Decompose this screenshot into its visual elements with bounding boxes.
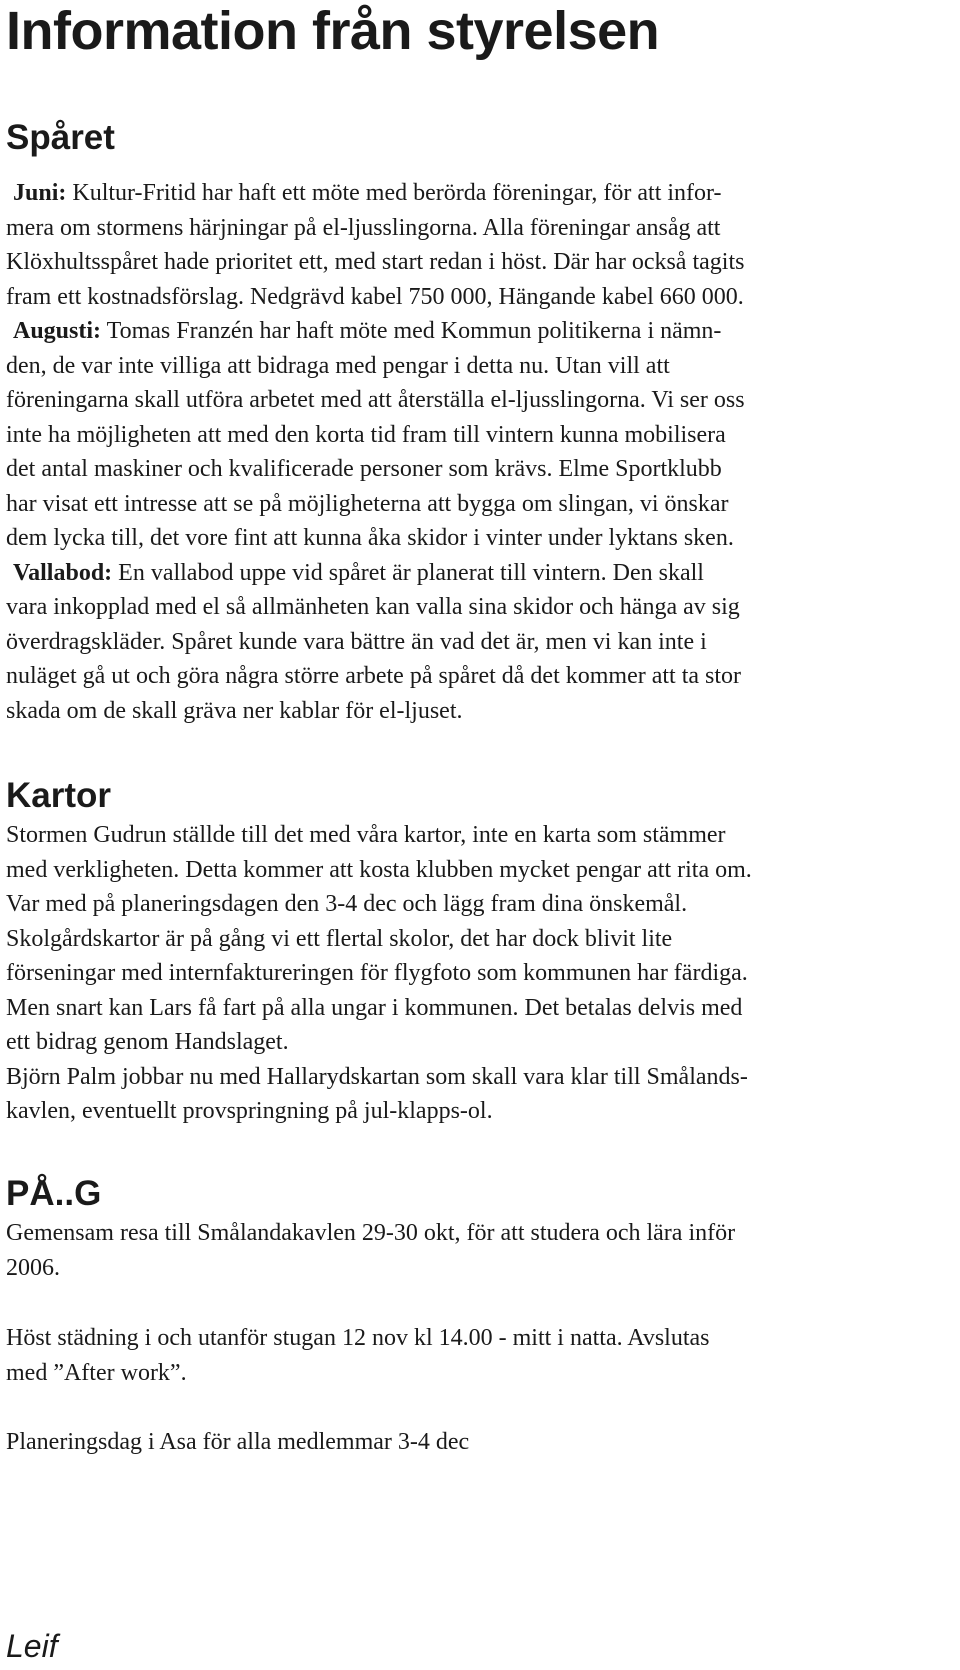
vallabod-label: Vallabod: (13, 559, 113, 586)
text-line: ett bidrag genom Handslaget. (6, 1029, 289, 1055)
text-line: nuläget gå ut och göra några större arbete på spåret då det kommer att ta stor (6, 663, 742, 689)
kartor-paragraph (6, 818, 906, 1129)
text-line: vara inkopplad med el så allmänheten kan valla sina skidor och hänga av sig (6, 594, 740, 620)
page-title: Information från styrelsen (6, 1, 660, 61)
sparet-paragraph (6, 176, 906, 728)
text-line: fram ett kostnadsförslag. Nedgrävd kabel 750 000, Hängande kabel 660 000. (6, 283, 744, 310)
text-line: det antal maskiner och kvalificerade personer som krävs. Elme Sportklubb (6, 456, 722, 482)
text-line: Var med på planeringsdagen den 3-4 dec och lägg fram dina önskemål. (6, 891, 688, 917)
text-line: 2006. (6, 1254, 60, 1281)
text-line: förseningar med internfaktureringen för flygfoto som kommunen har färdiga. (6, 960, 748, 986)
text-line: inte ha möjligheten att med den korta tid fram till vintern kunna mobilisera (6, 421, 726, 448)
pag-item-2 (6, 1321, 906, 1390)
section-heading-kartor: Kartor (6, 776, 112, 815)
text-line: dem lycka till, det vore fint att kunna åka skidor i vinter under lyktans sken. (6, 525, 734, 551)
augusti-label: Augusti: (13, 318, 102, 344)
text-line: har visat ett intresse att se på möjligheterna att bygga om slingan, vi önskar (6, 490, 729, 517)
juni-label: Juni: (13, 180, 67, 206)
section-heading-sparet: Spåret (6, 118, 115, 157)
text-line: Klöxhultsspåret hade prioritet ett, med start redan i höst. Där har också tagits (6, 249, 745, 275)
text-line: Höst städning i och utanför stugan 12 nov kl 14.00 - mitt i natta. Avslutas (6, 1325, 710, 1351)
text-line: den, de var inte villiga att bidraga med pengar i detta nu. Utan vill att (6, 352, 670, 379)
text-line: Planeringsdag i Asa för alla medlemmar 3-4 dec (6, 1429, 470, 1455)
pag-item-1 (6, 1216, 906, 1285)
text-line: föreningarna skall utföra arbetet med att återställa el-ljusslingorna. Vi ser oss (6, 387, 745, 413)
text-line: mera om stormens härjningar på el-ljusslingorna. Alla föreningar ansåg att (6, 214, 721, 241)
signature: Leif (6, 1628, 58, 1664)
text-line: med verkligheten. Detta kommer att kosta klubben mycket pengar att rita om. (6, 856, 752, 883)
text-line: Stormen Gudrun ställde till det med våra kartor, inte en karta som stämmer (6, 822, 726, 848)
text-line: överdragskläder. Spåret kunde vara bättre än vad det är, men vi kan inte i (6, 628, 707, 655)
text-line: Augusti: Tomas Franzén har haft möte med Kommun politikerna i nämn- (13, 318, 722, 344)
text-line: Skolgårdskartor är på gång vi ett flertal skolor, det har dock blivit lite (6, 925, 673, 952)
text-line: kavlen, eventuellt provspringning på jul-klapps-ol. (6, 1098, 493, 1124)
text-line: med ”After work”. (6, 1359, 187, 1386)
text-line: Men snart kan Lars få fart på alla ungar i kommunen. Det betalas delvis med (6, 994, 743, 1021)
text-line: Vallabod: En vallabod uppe vid spåret är planerat till vintern. Den skall (13, 559, 704, 586)
text-line: Björn Palm jobbar nu med Hallarydskartan som skall vara klar till Smålands- (6, 1063, 748, 1090)
text-line: Juni: Kultur-Fritid har haft ett möte med berörda föreningar, för att infor- (13, 180, 722, 206)
text-line: skada om de skall gräva ner kablar för el-ljuset. (6, 697, 463, 724)
text-line: Gemensam resa till Smålandakavlen 29-30 okt, för att studera och lära inför (6, 1220, 736, 1246)
section-heading-pag: PÅ..G (6, 1174, 102, 1213)
pag-item-3 (6, 1425, 906, 1460)
